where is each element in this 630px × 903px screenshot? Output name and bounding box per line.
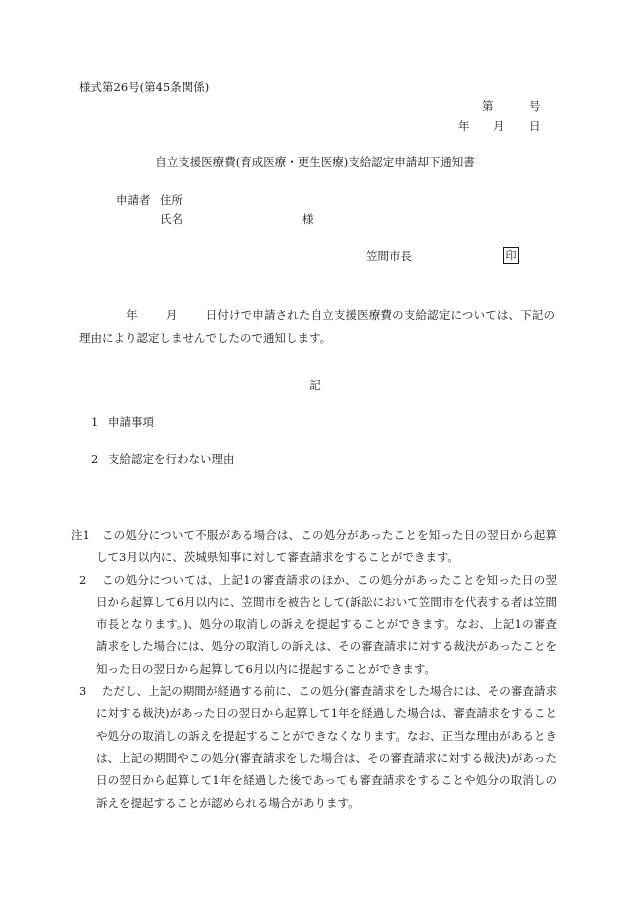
item-number: 1 bbox=[91, 415, 99, 429]
list-item bbox=[91, 417, 154, 429]
note-prefix: 注 bbox=[71, 528, 83, 542]
body-month: 月 bbox=[165, 308, 178, 322]
address-label: 住所 bbox=[160, 193, 183, 207]
day-label: 日 bbox=[529, 119, 541, 133]
note-text: この処分については、上記1の審査請求のほか、この処分があったことを知った日の翌日から起算して6月以内に、笠間市を被告として(訴訟において笠間市を代表する者は笠間市長となります。)、処分の取消しの訴えを提起することができます。なお、上記1の審査請求をした場合には、処分の取消しの訴えは、その審査請求に対する裁決があったことを知った日の翌日から起算して6月以内に提起することができます。 bbox=[96, 572, 557, 676]
note-number: 2 bbox=[79, 572, 87, 587]
note-item bbox=[79, 569, 557, 680]
applicant-label: 申請者 bbox=[116, 193, 151, 207]
note-item bbox=[71, 524, 557, 569]
body-text: 日付けで申請された自立支援医療費の支給認定については、下記の理由により認定しませんでしたので通知します。 bbox=[79, 308, 556, 345]
name-label: 氏名 bbox=[160, 212, 183, 226]
item-label: 申請事項 bbox=[108, 415, 154, 429]
seal-mark: 印 bbox=[503, 247, 519, 264]
year-label: 年 bbox=[458, 119, 470, 133]
list-item bbox=[91, 454, 235, 466]
note-number: 1 bbox=[82, 528, 90, 542]
body-year: 年 bbox=[126, 308, 138, 322]
gou-label: 号 bbox=[529, 99, 541, 113]
note-item bbox=[79, 680, 557, 814]
item-number: 2 bbox=[91, 452, 99, 466]
note-text: この処分について不服がある場合は、この処分があったことを知った日の翌日から起算して3月以内に、茨城県知事に対して審査請求をすることができます。 bbox=[96, 528, 557, 565]
form-number: 様式第26号(第45条関係) bbox=[79, 80, 210, 94]
dai-label: 第 bbox=[482, 99, 494, 113]
notes-section bbox=[71, 524, 557, 814]
notice-body bbox=[79, 304, 555, 350]
note-number: 3 bbox=[79, 684, 87, 699]
note-text: ただし、上記の期間が経過する前に、この処分(審査請求をした場合には、その審査請求に対する裁決)があった日の翌日から起算して1年を経過した場合は、審査請求をすることや処分の取消しの訴えを提起することができなくなります。なお、正当な理由があるときは、上記の期間やこの処分(審査請求をした場合は、その審査請求に対する裁決)があった日の翌日から起算して1年を経過した後であっても審査請求をすることや処分の取消しの訴えを提起することが認められる場合があります。 bbox=[96, 684, 557, 810]
month-label: 月 bbox=[493, 119, 505, 133]
document-title: 自立支援医療費(育成医療・更生医療)支給認定申請却下通知書 bbox=[155, 155, 475, 169]
item-label: 支給認定を行わない理由 bbox=[108, 452, 235, 466]
note-marker bbox=[71, 524, 90, 546]
honorific-label: 様 bbox=[302, 212, 314, 226]
issuer-name: 笠間市長 bbox=[366, 249, 412, 263]
ki-heading: 記 bbox=[309, 378, 321, 392]
